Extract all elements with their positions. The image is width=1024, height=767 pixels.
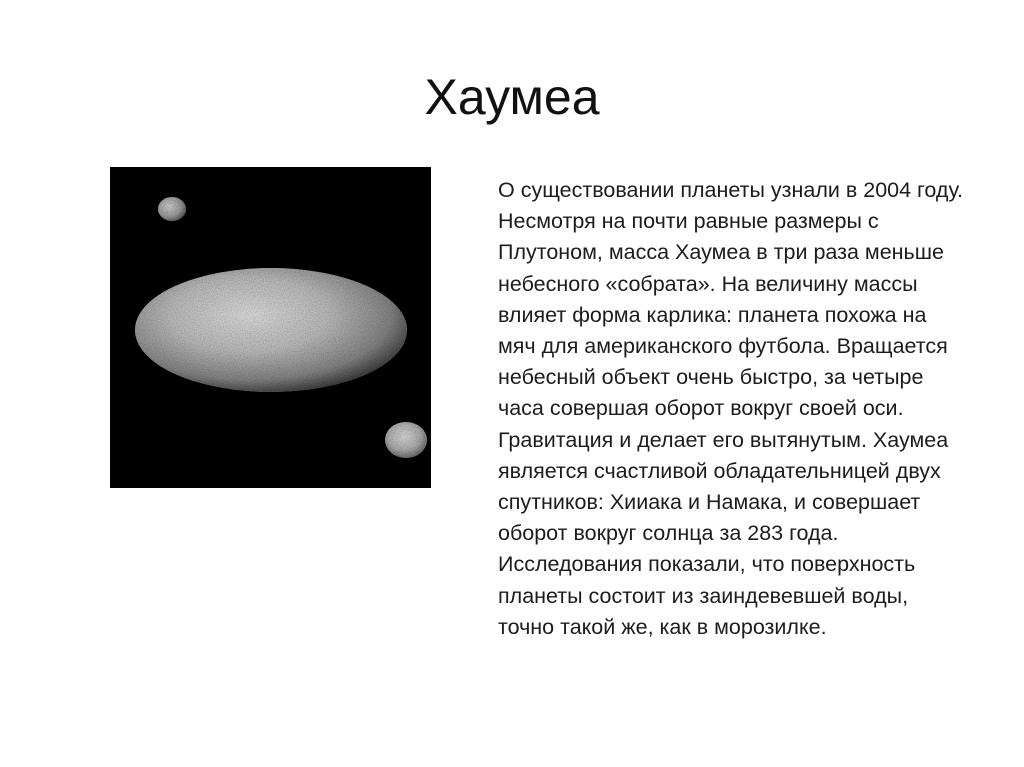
moon-hiiaka xyxy=(158,197,186,221)
moon-namaka xyxy=(385,422,427,458)
haumea-illustration xyxy=(110,167,431,488)
haumea-planet xyxy=(135,268,407,392)
haumea-image xyxy=(110,167,431,488)
slide-title: Хаумеа xyxy=(424,69,600,125)
body-paragraph: О существовании планеты узнали в 2004 году. Несмотря на почти равные размеры с Плутоном, масса Хаумеа в три раза меньше небесного «собрата». На величину массы влияет форма карлика: планета похожа на мяч для американского футбола. Вращается небесный объект очень быстро, за четыре часа совершая оборот вокруг своей оси. Гравитация и делает его вытянутым. Хаумеа является счастливой обладательницей двух спутников: Хииака и Намака, и совершает оборот вокруг солнца за 283 года. Исследования показали, что поверхность планеты состоит из заиндевевшей воды, точно такой же, как в морозилке. xyxy=(498,178,964,639)
